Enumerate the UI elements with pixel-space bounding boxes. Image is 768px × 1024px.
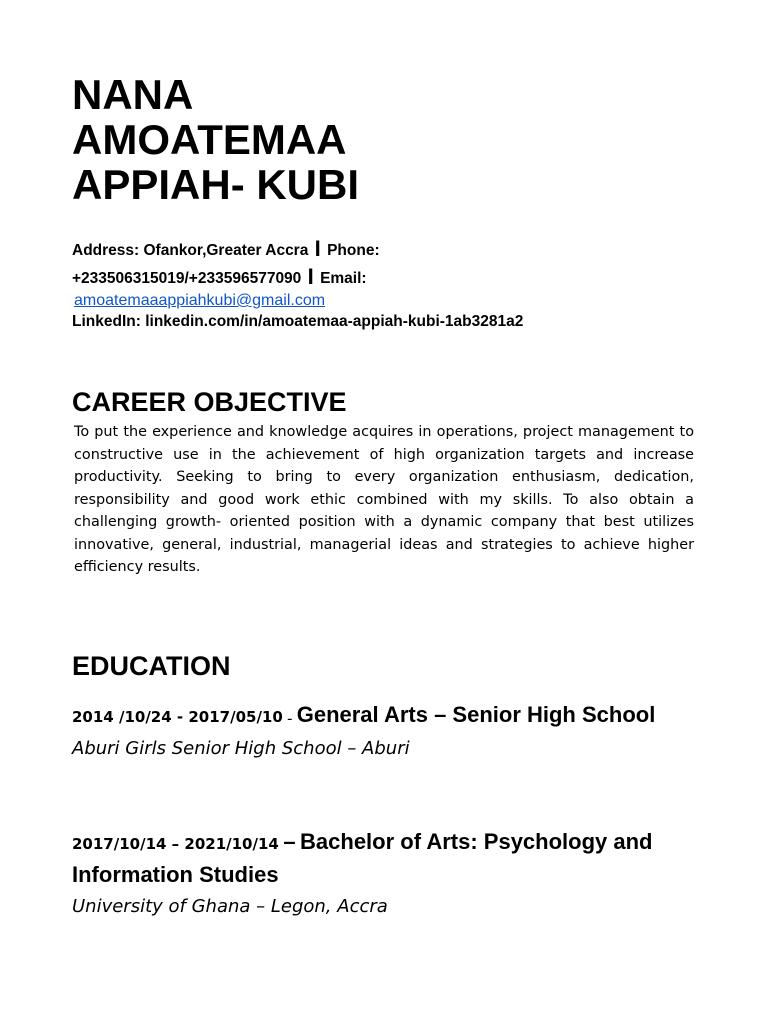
phone-label: Phone: (327, 242, 380, 259)
career-objective-text: To put the experience and knowledge acquires in operations, project management to constructive use in the achievement of high organization targets and increase productivity. Seeking to bring to every organization enthusiasm, dedication, responsibility and good work ethic combined with my skills. To also obtain a challenging growth- oriented position with a dynamic company that best utilizes innovative, general, industrial, managerial ideas and strategies to achieve higher efficiency results. (74, 424, 694, 575)
contact-line-address (72, 235, 694, 263)
education-degree: Bachelor of Arts: Psychology and Information Studies (72, 829, 653, 887)
education-entry-heading (72, 700, 694, 735)
name-line-middle: AMOATEMAA (72, 116, 347, 163)
address-value: Ofankor,Greater Accra (143, 242, 309, 259)
education-degree: General Arts – Senior High School (296, 702, 656, 727)
linkedin-label: LinkedIn: (72, 313, 141, 330)
education-entry-heading (72, 827, 694, 893)
education-dash: – (287, 714, 293, 725)
education-school: University of Ghana – Legon, Accra (72, 896, 388, 917)
education-dates: 2014 /10/24 - 2017/05/10 (72, 708, 283, 726)
linkedin-value: linkedin.com/in/amoatemaa-appiah-kubi-1ab3281a2 (145, 313, 524, 330)
education-entry (72, 827, 694, 921)
name-line-last: APPIAH- KUBI (72, 161, 360, 208)
education-dates: 2017/10/14 – 2021/10/14 (72, 835, 279, 853)
email-link[interactable]: amoatemaaappiahkubi@gmail.com (74, 292, 326, 309)
email-label: Email: (320, 270, 367, 287)
education-entry (72, 700, 694, 763)
career-objective-heading: CAREER OBJECTIVE (72, 387, 347, 417)
phone-value: +233506315019/+233596577090 (72, 270, 302, 287)
contact-line-email (72, 291, 694, 311)
name-line-first: NANA (72, 71, 194, 118)
contact-line-linkedin (72, 311, 694, 333)
contact-separator: I (314, 236, 321, 261)
contact-line-phone (72, 263, 694, 291)
contact-separator: I (307, 264, 314, 289)
education-dash: – (283, 829, 296, 854)
address-label: Address: (72, 242, 140, 259)
education-heading: EDUCATION (72, 651, 231, 681)
education-school: Aburi Girls Senior High School – Aburi (72, 738, 410, 759)
candidate-name (72, 72, 359, 207)
contact-block (72, 235, 694, 333)
